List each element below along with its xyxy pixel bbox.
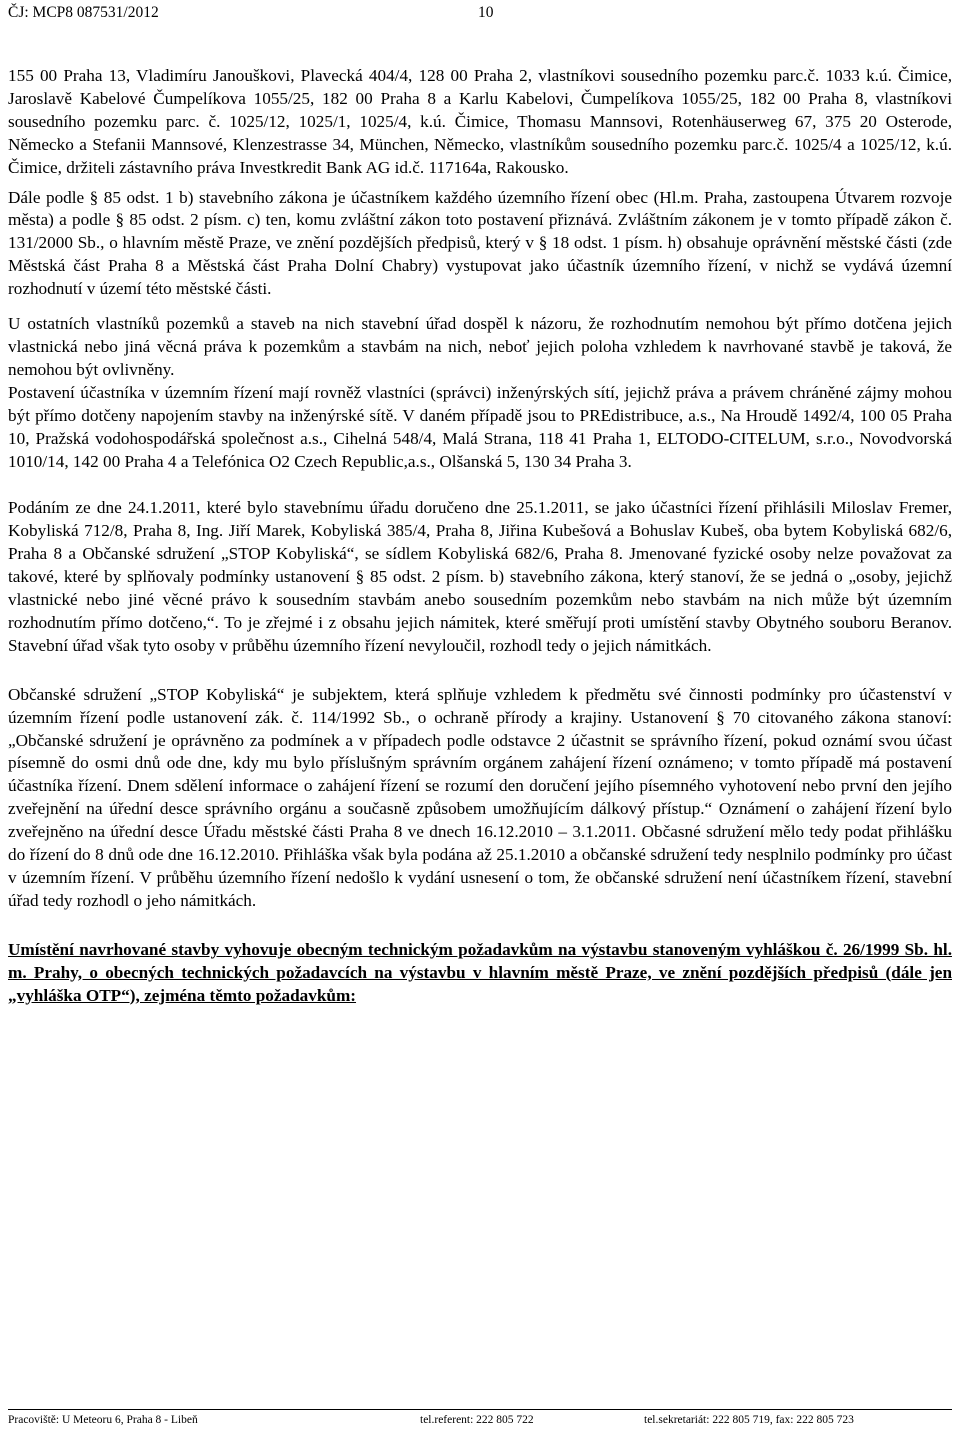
paragraph-submission: Podáním ze dne 24.1.2011, které bylo stavebnímu úřadu doručeno dne 25.1.2011, se jako účastníci řízení přihlásili Miloslav Fremer, Kobyliská 712/8, Praha 8, Ing. Jiří Marek, Kobyliská 385/4, Praha 8, Jiřina Kubešová a Bohuslav Kubeš, oba bytem Kobyliská 682/6, Praha 8 a Občanské sdružení „STOP Kobyliská“, se sídlem Kobyliská 682/6, Praha 8. Jmenované fyzické osoby nelze považovat za takové, které by splňovaly podmínky ustanovení § 85 odst. 2 písm. b) stavebního zákona, který stanoví, že se jedná o „osoby, jejichž vlastnické nebo jiné věcné právo k sousedním stavbám anebo sousedním pozemkům nebo stavbám na nich může být územním rozhodnutím přímo dotčeno,“. To je zřejmé i z obsahu jejich námitek, které směřují proti umístění stavby Obytného souboru Beranov. Stavební úřad však tyto osoby v průběhu územního řízení nevyloučil, rozhodl tedy o jejich námitkách. — [8, 498, 952, 655]
paragraph-municipality: Dále podle § 85 odst. 1 b) stavebního zákona je účastníkem každého územního řízení obec (Hl.m. Praha, zastoupena Útvarem rozvoje města) a podle § 85 odst. 2 písm. c) ten, komu zvláštní zákon toto postavení přiznává. Zvláštním zákonem je v tomto případě zákon č. 131/2000 Sb., o hlavním městě Praze, ve znění pozdějších předpisů, který v § 18 odst. 1 písm. h) obsahuje oprávnění městské části (zde Městská část Praha 8 a Městská část Praha Dolní Chabry) vystupovat jako účastník územního řízení, v nichž se vydává územní rozhodnutí v území této městské části. — [8, 187, 952, 299]
page-footer — [0, 1409, 960, 1435]
paragraph-technical-requirements: Umístění navrhované stavby vyhovuje obecným technickým požadavkům na výstavbu stanoveným vyhláškou č. 26/1999 Sb. hl. m. Prahy, o obecných technických požadavcích na výstavbu v hlavním městě Praze, ve znění pozdějších předpisů (dále jen „vyhláška OTP“), zejména těmto požadavkům: — [8, 939, 952, 1005]
paragraph-recipients: 155 00 Praha 13, Vladimíru Janouškovi, Plavecká 404/4, 128 00 Praha 2, vlastníkovi sousedního pozemku parc.č. 1033 k.ú. Čimice, Jaroslavě Kabelové Čumpelíkova 1055/25, 182 00 Praha 8 a Karlu Kabelovi, Čumpelíkova 1055/25, 182 00 Praha 8, vlastníkovi sousedního pozemku parc. č. 1025/12, 1025/1, 1025/4, k.ú. Čimice, Thomasu Mannsovi, Rotenhäuserweg 67, 375 20 Osterode, Německo a Stefanii Mannsové, Klenzestrasse 34, München, Německo, vlastníkům sousedního pozemku parc.č. 1025/4 a 1025/12, k.ú. Čimice, držiteli zástavního práva Investkredit Bank AG id.č. 117164a, Rakousko. — [8, 66, 952, 177]
footer-tel-secretariat: tel.sekretariát: 222 805 719, fax: 222 805 723 — [644, 1414, 854, 1426]
footer-tel-referent: tel.referent: 222 805 722 — [420, 1414, 534, 1426]
reference-number: ČJ: MCP8 087531/2012 — [8, 4, 159, 21]
paragraph-civic-association: Občanské sdružení „STOP Kobyliská“ je subjektem, která splňuje vzhledem k předmětu své činnosti podmínky pro účastenství v územním řízení podle ustanovení zák. č. 114/1992 Sb., o ochraně přírody a krajiny. Ustanovení § 70 citovaného zákona stanoví: „Občanské sdružení je oprávněno za podmínek a v případech podle odstavce 2 účastnit se správního řízení, pokud oznámí svou účast písemně do osmi dnů ode dne, kdy mu bylo příslušným správním orgánem zahájení řízení oznámeno; v tomto případě má postavení účastníka řízení. Dnem sdělení informace o zahájení řízení se rozumí den doručení jejího písemného vyhotovení nebo první den jejího zveřejnění na úřední desce správního orgánu a současně způsobem umožňujícím dálkový přístup.“ Oznámení o zahájení řízení bylo zveřejněno na úřední desce Úřadu městské části Praha 8 ve dnech 16.12.2010 – 3.1.2011. Občasné sdružení mělo tedy podat přihlášku do řízení do 8 dnů ode dne 16.12.2010. Přihláška však byla podána až 25.1.2010 a občanské sdružení tedy nesplnilo podmínky pro účast v územním řízení. V průběhu územního řízení nedošlo k vydání usnesení o tom, že občanské sdružení není účastníkem řízení, stavební úřad tedy rozhodl o jeho námitkách. — [8, 684, 952, 910]
page-header — [8, 4, 952, 26]
page-number: 10 — [478, 4, 494, 21]
footer-workplace: Pracoviště: U Meteoru 6, Praha 8 - Libeň — [8, 1414, 198, 1426]
paragraph-other-owners: U ostatních vlastníků pozemků a staveb na nich stavební úřad dospěl k názoru, že rozhodnutím nemohou být přímo dotčena jejich vlastnická nebo jiná věcná práva k pozemkům a stavbám na nich, neboť jejich poloha vzhledem k navrhované stavbě je taková, že nemohou být ovlivněny. — [8, 314, 952, 379]
paragraph-network-owners: Postavení účastníka v územním řízení mají rovněž vlastníci (správci) inženýrských sítí, jejichž práva a právem chráněné zájmy mohou být přímo dotčeny napojením stavby na inženýrské sítě. V daném případě jsou to PREdistribuce, a.s., Na Hroudě 1492/4, 100 05 Praha 10, Pražská vodohospodářská společnost a.s., Cihelná 548/4, Malá Strana, 118 41 Praha 1, ELTODO-CITELUM, s.r.o., Novodvorská 1010/14, 142 00 Praha 4 a Telefónica O2 Czech Republic,a.s., Olšanská 5, 130 34 Praha 3. — [8, 382, 952, 471]
footer-rule — [8, 1409, 952, 1410]
document-body — [8, 65, 952, 1008]
